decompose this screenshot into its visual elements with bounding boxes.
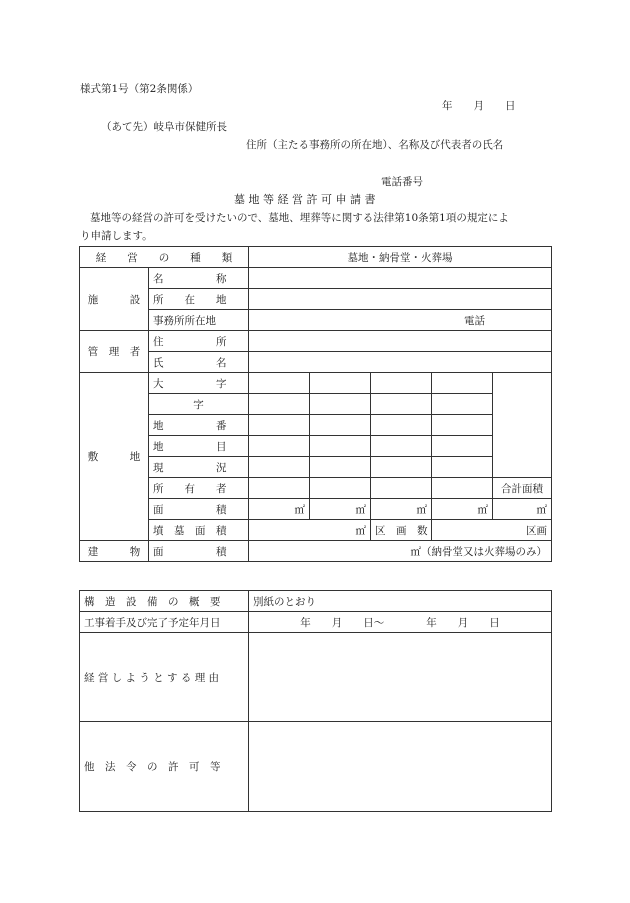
site-cell[interactable] bbox=[310, 457, 371, 478]
reason-label: 経 営 し よ う と す る 理 由 bbox=[80, 633, 249, 722]
site-cell[interactable] bbox=[249, 457, 310, 478]
site-cell[interactable] bbox=[371, 478, 432, 499]
unit-m2: ㎡ bbox=[294, 503, 305, 516]
site-cell[interactable] bbox=[432, 436, 493, 457]
area-field[interactable] bbox=[310, 499, 371, 520]
addressee: （あて先）岐阜市保健所長 bbox=[101, 121, 227, 133]
grave-area-label: 墳 墓 面 積 bbox=[149, 520, 249, 541]
total-area-field[interactable] bbox=[493, 499, 552, 520]
facility-name-label: 名 称 bbox=[149, 268, 249, 289]
facility-location-label: 所 在 地 bbox=[149, 289, 249, 310]
owner-label: 所 有 者 bbox=[149, 478, 249, 499]
other-permits-label: 他 法 令 の 許 可 等 bbox=[80, 722, 249, 812]
plot-count-field[interactable] bbox=[432, 520, 552, 541]
facility-label: 施 設 bbox=[80, 268, 149, 331]
unit-m2: ㎡ bbox=[477, 503, 488, 516]
form-number: 様式第1号（第2条関係） bbox=[80, 83, 199, 95]
area-field[interactable] bbox=[249, 499, 310, 520]
plot-count-label: 区 画 数 bbox=[371, 520, 432, 541]
site-cell[interactable] bbox=[432, 478, 493, 499]
application-details-table bbox=[79, 590, 552, 812]
reason-field[interactable] bbox=[249, 633, 552, 722]
site-cell[interactable] bbox=[249, 478, 310, 499]
site-cell[interactable] bbox=[310, 373, 371, 394]
site-cell[interactable] bbox=[432, 373, 493, 394]
intro-text-line2: り申請します。 bbox=[80, 230, 153, 242]
site-cell[interactable] bbox=[371, 415, 432, 436]
office-phone-label: 電話 bbox=[464, 314, 485, 327]
area-label: 面 積 bbox=[149, 499, 249, 520]
structure-label: 構 造 設 備 の 概 要 bbox=[80, 591, 249, 612]
application-main-table bbox=[79, 246, 552, 562]
business-kind-options[interactable]: 墓地・納骨堂・火葬場 bbox=[249, 247, 552, 268]
total-area-label: 合計面積 bbox=[493, 478, 552, 499]
unit-m2: ㎡ bbox=[416, 503, 427, 516]
site-cell[interactable] bbox=[310, 394, 371, 415]
manager-address-label: 住 所 bbox=[149, 331, 249, 352]
manager-label: 管 理 者 bbox=[80, 331, 149, 373]
site-cell[interactable] bbox=[371, 436, 432, 457]
site-cell[interactable] bbox=[249, 415, 310, 436]
unit-m2: ㎡ bbox=[355, 524, 366, 537]
grave-area-field[interactable] bbox=[249, 520, 371, 541]
facility-location-field[interactable] bbox=[249, 289, 552, 310]
site-cell[interactable] bbox=[249, 394, 310, 415]
office-location-label: 事務所所在地 bbox=[149, 310, 249, 331]
document-title: 墓 地 等 経 営 許 可 申 請 書 bbox=[234, 193, 376, 206]
building-area-note: ㎡（納骨堂又は火葬場のみ） bbox=[410, 545, 548, 558]
schedule-field[interactable]: 年 月 日～ 年 月 日 bbox=[249, 612, 552, 633]
building-label: 建 物 bbox=[80, 541, 149, 562]
site-cell[interactable] bbox=[432, 457, 493, 478]
structure-field[interactable]: 別紙のとおり bbox=[249, 591, 552, 612]
site-cell[interactable] bbox=[310, 436, 371, 457]
site-cell[interactable] bbox=[432, 415, 493, 436]
site-cell[interactable] bbox=[493, 373, 552, 478]
plot-unit: 区画 bbox=[526, 524, 548, 537]
intro-text-line1: 墓地等の経営の許可を受けたいので、墓地、埋葬等に関する法律第10条第1項の規定によ bbox=[90, 212, 509, 224]
site-label: 敷 地 bbox=[80, 373, 149, 541]
schedule-label: 工事着手及び完了予定年月日 bbox=[80, 612, 249, 633]
site-cell[interactable] bbox=[371, 394, 432, 415]
site-cell[interactable] bbox=[249, 373, 310, 394]
area-field[interactable] bbox=[432, 499, 493, 520]
building-area-label: 面 積 bbox=[149, 541, 249, 562]
manager-address-field[interactable] bbox=[249, 331, 552, 352]
applicant-address-label: 住所（主たる事務所の所在地）、名称及び代表者の氏名 bbox=[246, 139, 504, 151]
office-location-field[interactable] bbox=[249, 310, 552, 331]
building-area-field[interactable] bbox=[249, 541, 552, 562]
site-cell[interactable] bbox=[310, 415, 371, 436]
unit-m2: ㎡ bbox=[355, 503, 366, 516]
manager-name-label: 氏 名 bbox=[149, 352, 249, 373]
site-cell[interactable] bbox=[310, 478, 371, 499]
land-category-label: 地 目 bbox=[149, 436, 249, 457]
site-cell[interactable] bbox=[371, 457, 432, 478]
area-field[interactable] bbox=[371, 499, 432, 520]
unit-m2: ㎡ bbox=[536, 503, 548, 516]
facility-name-field[interactable] bbox=[249, 268, 552, 289]
current-status-label: 現 況 bbox=[149, 457, 249, 478]
lot-number-label: 地 番 bbox=[149, 415, 249, 436]
aza-label: 字 bbox=[149, 394, 249, 415]
site-cell[interactable] bbox=[249, 436, 310, 457]
manager-name-field[interactable] bbox=[249, 352, 552, 373]
site-cell[interactable] bbox=[432, 394, 493, 415]
oaza-label: 大 字 bbox=[149, 373, 249, 394]
site-cell[interactable] bbox=[371, 373, 432, 394]
phone-number-label: 電話番号 bbox=[381, 176, 423, 188]
business-kind-label: 経 営 の 種 類 bbox=[80, 247, 249, 268]
date-line: 年 月 日 bbox=[442, 100, 516, 112]
other-permits-field[interactable] bbox=[249, 722, 552, 812]
